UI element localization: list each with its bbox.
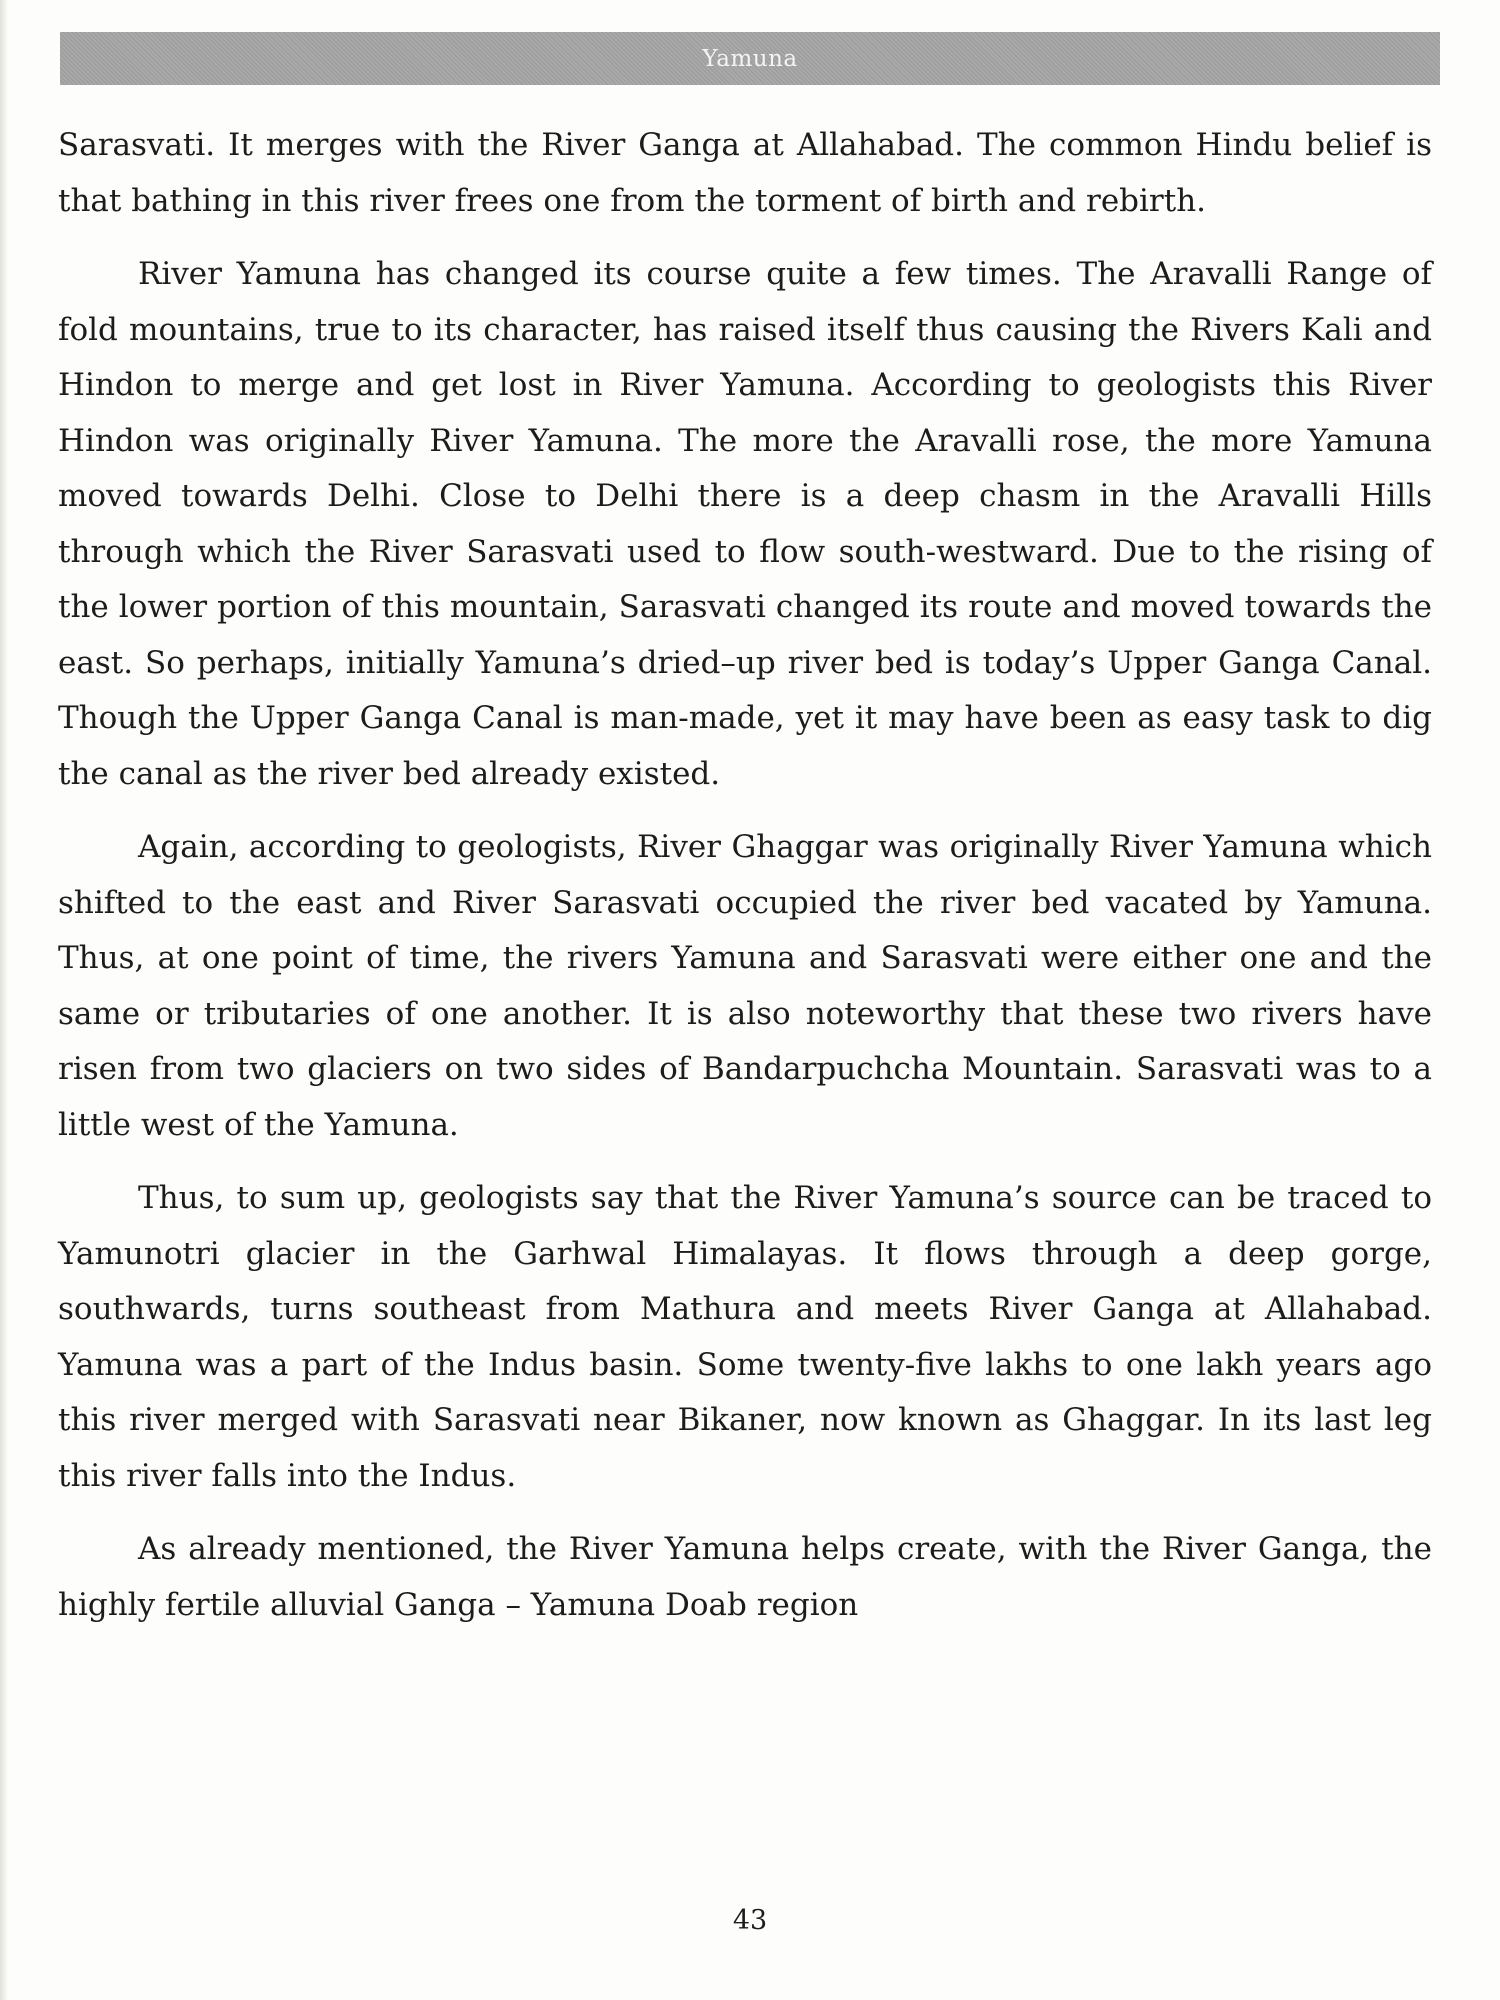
chapter-title: Yamuna [702, 45, 798, 72]
paragraph-course-changes: River Yamuna has changed its course quite a few times. The Aravalli Range of fold mountains, true to its character, has raised itself thus causing the Rivers Kali and Hindon to merge and get lost in River Yamuna. According to geologists this River Hindon was originally River Yamuna. The more the Aravalli rose, the more Yamuna moved towards Delhi. Close to Delhi there is a deep chasm in the Aravalli Hills through which the River Sarasvati used to flow south-westward. Due to the rising of the lower portion of this mountain, Sarasvati changed its route and moved towards the east. So perhaps, initially Yamuna’s dried–up river bed is today’s Upper Ganga Canal. Though the Upper Ganga Canal is man-made, yet it may have been as easy task to dig the canal as the river bed already existed. [58, 256, 1432, 792]
page-number: 43 [732, 1905, 768, 1936]
paragraph-summary: Thus, to sum up, geologists say that the River Yamuna’s source can be traced to Yamunotri glacier in the Garhwal Himalayas. It flows through a deep gorge, southwards, turns southeast from Mathura and meets River Ganga at Allahabad. Yamuna was a part of the Indus basin. Some twenty-five lakhs to one lakh years ago this river merged with Sarasvati near Bikaner, now known as Ghaggar. In its last leg this river falls into the Indus. [58, 1180, 1432, 1494]
paragraph-continuation: Sarasvati. It merges with the River Ganga at Allahabad. The common Hindu belief is that bathing in this river frees one from the torment of birth and rebirth. [58, 127, 1432, 219]
running-header [60, 32, 1440, 85]
body-text [58, 118, 1432, 1651]
paragraph-ghaggar: Again, according to geologists, River Ghaggar was originally River Yamuna which shifted to the east and River Sarasvati occupied the river bed vacated by Yamuna. Thus, at one point of time, the rivers Yamuna and Sarasvati were either one and the same or tributaries of one another. It is also noteworthy that these two rivers have risen from two glaciers on two sides of Bandarpuchcha Mountain. Sarasvati was to a little west of the Yamuna. [58, 829, 1432, 1143]
page-edge [0, 0, 8, 2000]
paragraph-doab: As already mentioned, the River Yamuna helps create, with the River Ganga, the highly fertile alluvial Ganga – Yamuna Doab region [58, 1531, 1432, 1623]
